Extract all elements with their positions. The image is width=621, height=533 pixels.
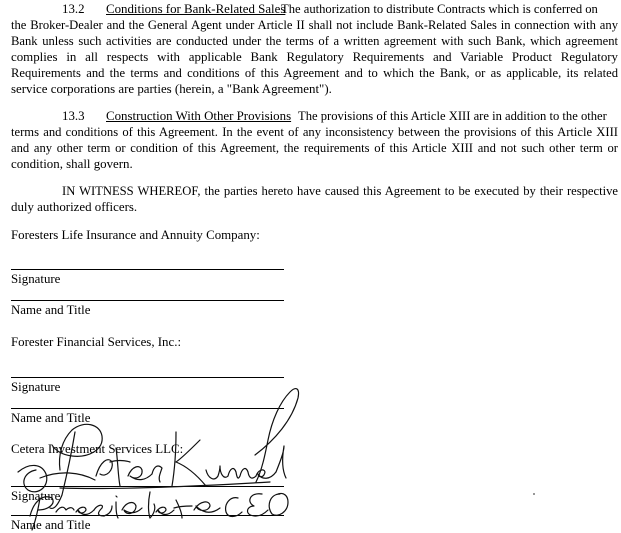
section-13-2-line-1: The authorization to distribute Contracts which is conferred on xyxy=(281,2,598,16)
witness-line-2: duly authorized officers. xyxy=(11,200,138,214)
party-foresters-life: Foresters Life Insurance and Annuity Company: xyxy=(11,228,260,242)
name-title-label: Name and Title xyxy=(11,303,91,317)
signature-label: Signature xyxy=(11,380,61,394)
party-cetera: Cetera Investment Services LLC: xyxy=(11,442,184,456)
section-13-2-line-2: the Broker-Dealer and the General Agent under Article II shall not include Bank-Related Sales in connection with any xyxy=(11,18,618,32)
name-title-label: Name and Title xyxy=(11,411,91,425)
signature-line xyxy=(11,486,284,487)
name-title-label: Name and Title xyxy=(11,518,91,532)
signature-label: Signature xyxy=(11,489,61,503)
signature-label: Signature xyxy=(11,272,61,286)
name-title-line xyxy=(11,515,284,516)
section-13-2-heading: Conditions for Bank-Related Sales xyxy=(106,2,286,16)
section-13-2-line-6: service corporations are parties (herein, a "Bank Agreement"). xyxy=(11,82,332,96)
section-13-3-line-1: The provisions of this Article XIII are in addition to the other xyxy=(298,109,607,123)
section-13-3-heading: Construction With Other Provisions xyxy=(106,109,292,123)
section-13-2-line-4: complies in all respects with applicable Bank Regulatory Requirements and Variable Product Regulatory xyxy=(11,50,618,64)
section-13-3-line-3: and any other term or condition of this Agreement, the requirements of this Article XIII and not such other term or xyxy=(11,141,618,155)
section-13-3-line-4: condition, shall govern. xyxy=(11,157,133,171)
section-13-3-number: 13.3 xyxy=(62,109,85,123)
section-13-2-number: 13.2 xyxy=(62,2,85,16)
scan-speck xyxy=(533,493,535,495)
party-forester-financial: Forester Financial Services, Inc.: xyxy=(11,335,182,349)
name-title-line xyxy=(11,408,284,409)
section-13-2-line-5: Requirements and the terms and conditions of this Agreement and to which the Bank, or as applicable, its related xyxy=(11,66,618,80)
section-13-2-line-3: Bank unless such activities are conducted under the terms of a written agreement with such Bank, which agreement xyxy=(11,34,618,48)
signature-line xyxy=(11,269,284,270)
name-title-line xyxy=(11,300,284,301)
witness-line-1: IN WITNESS WHEREOF, the parties hereto have caused this Agreement to be executed by their respective xyxy=(62,184,618,198)
section-13-3-line-2: terms and conditions of this Agreement. In the event of any inconsistency between the provisions of this Article XIII xyxy=(11,125,618,139)
signature-line xyxy=(11,377,284,378)
